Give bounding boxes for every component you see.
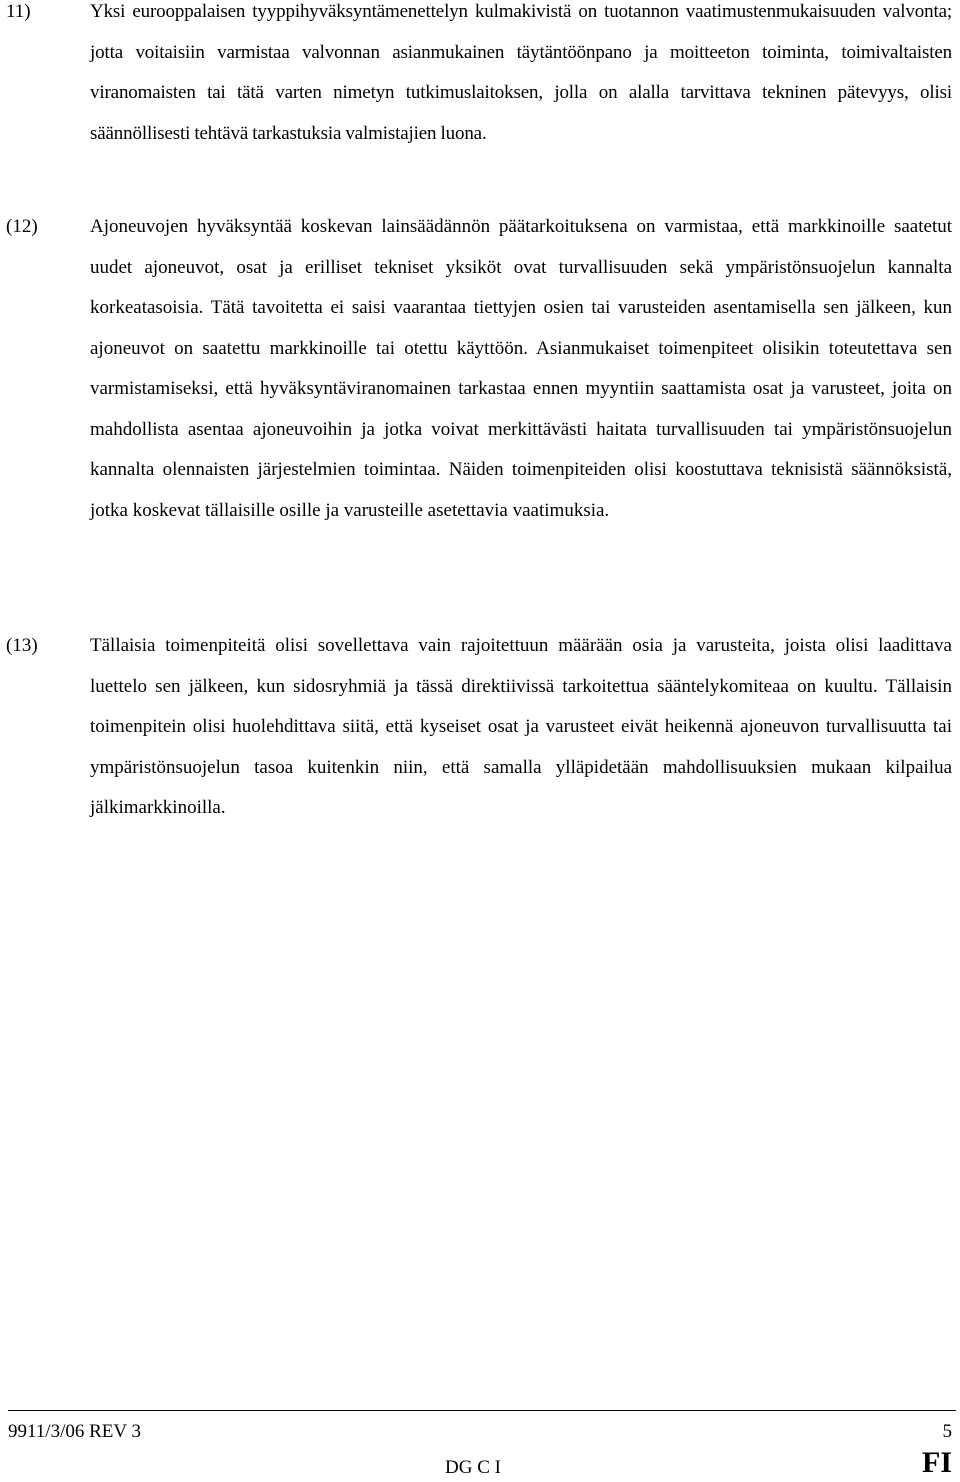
recital-number: (12) xyxy=(6,216,38,237)
recital-text: Ajoneuvojen hyväksyntää koskevan lainsäädännön päätarkoituksena on varmistaa, että markkinoille saatetut uudet ajoneuvot, osat ja erilliset tekniset yksiköt ovat turvallisuuden sekä ympäristönsuojelun kannalta korkeatasoisia. Tätä tavoitetta ei saisi vaarantaa tiettyjen osien tai varusteiden asentamisella sen jälkeen, kun ajoneuvot on saatettu markkinoille tai otettu käyttöön. Asianmukaiset toimenpiteet olisikin toteutettava sen varmistamiseksi, että hyväksyntäviranomainen tarkastaa ennen myyntiin saattamista osat ja varusteet, joita on mahdollista asentaa ajoneuvoihin ja jotka voivat merkittävästi haitata turvallisuuden tai ympäristönsuojelun kannalta olennaisten järjestelmien toimintaa. Näiden toimenpiteiden olisi koostuttava teknisistä säännöksistä, jotka koskevat tällaisille osille ja varusteille asetettavia vaatimuksia. xyxy=(90,216,952,521)
footer-divider xyxy=(8,1410,956,1411)
recital-text: Tällaisia toimenpiteitä olisi sovellettava vain rajoitettuun määrään osia ja varusteita, joista olisi laadittava luettelo sen jälkeen, kun sidosryhmiä ja tässä direktiivissä tarkoitettua sääntelykomiteaa on kuultu. Tällaisin toimenpitein olisi huolehdittava siitä, että kyseiset osat ja varusteet eivät heikennä ajoneuvon turvallisuutta tai ympäristönsuojelun tasoa kuitenkin niin, että samalla ylläpidetään mahdollisuuksien mukaan kilpailua jälkimarkkinoilla. xyxy=(90,635,952,818)
language-code: FI xyxy=(922,1446,952,1479)
recital-number: (13) xyxy=(6,635,38,656)
recital-number: 11) xyxy=(6,1,31,22)
page-number: 5 xyxy=(942,1421,952,1442)
directorate-code: DG C I xyxy=(445,1457,501,1478)
document-reference: 9911/3/06 REV 3 xyxy=(8,1421,142,1442)
recital-text: Yksi eurooppalaisen tyyppihyväksyntämenettelyn kulmakivistä on tuotannon vaatimustenmukaisuuden valvonta; jotta voitaisiin varmistaa valvonnan asianmukainen täytäntöönpano ja moitteeton toiminta, toimivaltaisten viranomaisten tai tätä varten nimetyn tutkimuslaitoksen, jolla on alalla tarvittava tekninen pätevyys, olisi säännöllisesti tehtävä tarkastuksia valmistajien luona. xyxy=(90,1,952,144)
